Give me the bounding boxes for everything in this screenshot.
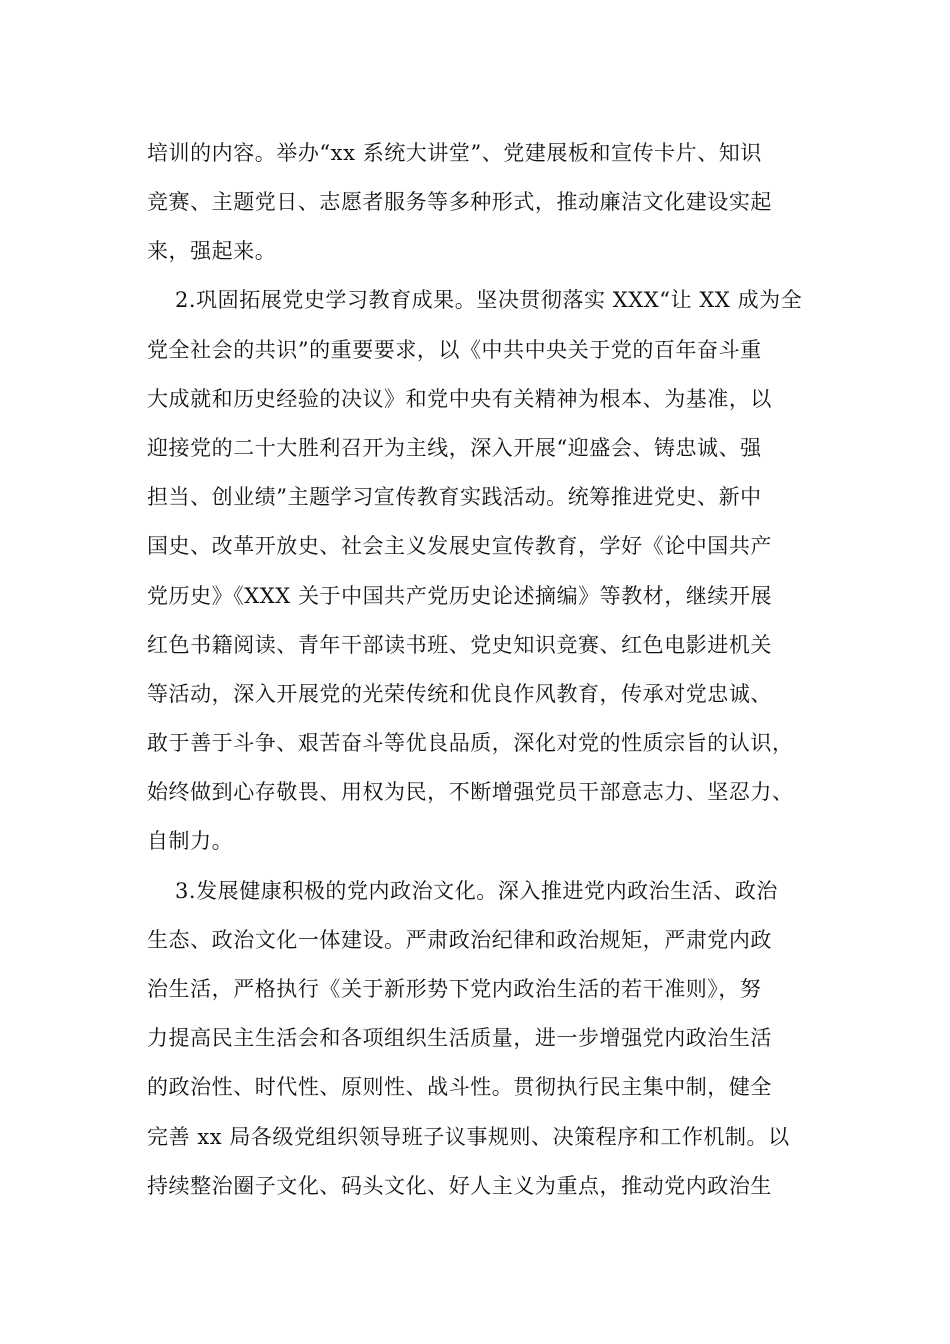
text-line: 治生活，严格执行《关于新形势下党内政治生活的若干准则》，努: [147, 977, 762, 1001]
paragraph-3-first-line: 3.发展健康积极的党内政治文化。深入推进党内政治生活、政治: [175, 879, 778, 903]
text-line: 党全社会的共识”的重要要求，以《中共中央关于党的百年奋斗重: [147, 338, 762, 362]
text-line: 力提高民主生活会和各项组织生活质量，进一步增强党内政治生活: [147, 1026, 772, 1050]
paragraph-2-first-line: 2.巩固拓展党史学习教育成果。坚决贯彻落实 XXX“让 XX 成为全: [175, 288, 803, 312]
text-line: 敢于善于斗争、艰苦奋斗等优良品质，深化对党的性质宗旨的认识，: [147, 731, 794, 755]
text-line: 来，强起来。: [147, 239, 277, 263]
text-line: 大成就和历史经验的决议》和党中央有关精神为根本、为基准，以: [147, 387, 772, 411]
text-line: 完善 xx 局各级党组织领导班子议事规则、决策程序和工作机制。以: [147, 1125, 790, 1149]
text-line: 竞赛、主题党日、志愿者服务等多种形式，推动廉洁文化建设实起: [147, 190, 772, 214]
text-line: 始终做到心存敬畏、用权为民，不断增强党员干部意志力、坚忍力、: [147, 780, 794, 804]
text-line: 培训的内容。举办“xx 系统大讲堂”、党建展板和宣传卡片、知识: [147, 141, 762, 165]
text-line: 自制力。: [147, 829, 234, 853]
text-line: 的政治性、时代性、原则性、战斗性。贯彻执行民主集中制，健全: [147, 1075, 772, 1099]
text-line: 红色书籍阅读、青年干部读书班、党史知识竞赛、红色电影进机关: [147, 633, 772, 657]
text-line: 生态、政治文化一体建设。严肃政治纪律和政治规矩，严肃党内政: [147, 928, 772, 952]
text-line: 党历史》《XXX 关于中国共产党历史论述摘编》等教材，继续开展: [147, 584, 773, 608]
text-line: 持续整治圈子文化、码头文化、好人主义为重点，推动党内政治生: [147, 1174, 772, 1198]
text-line: 等活动，深入开展党的光荣传统和优良作风教育，传承对党忠诚、: [147, 682, 772, 706]
text-line: 国史、改革开放史、社会主义发展史宣传教育，学好《论中国共产: [147, 534, 772, 558]
text-line: 迎接党的二十大胜利召开为主线，深入开展“迎盛会、铸忠诚、强: [147, 436, 762, 460]
text-line: 担当、创业绩”主题学习宣传教育实践活动。统筹推进党史、新中: [147, 485, 762, 509]
